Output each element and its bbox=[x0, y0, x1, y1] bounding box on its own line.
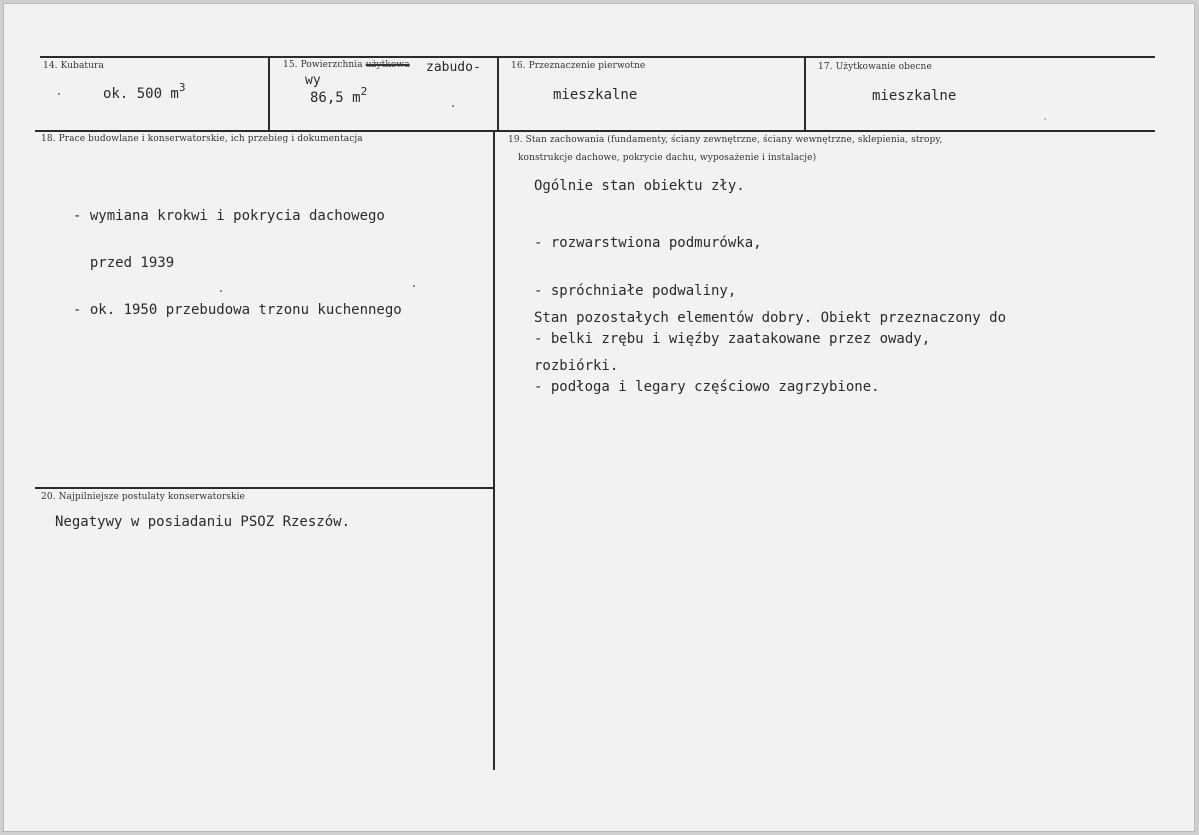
paper-speck bbox=[58, 93, 60, 95]
field-19-item: - rozwarstwiona podmurówka, bbox=[534, 235, 762, 251]
top-rule bbox=[40, 56, 1155, 58]
field-14-unit-exponent: 3 bbox=[178, 81, 186, 94]
field-15-label-typed-cont: wy bbox=[305, 73, 321, 88]
field-20-label: 20. Najpilniejsze postulaty konserwatorskie bbox=[41, 492, 245, 502]
field-14-value bbox=[103, 81, 186, 102]
record-card bbox=[3, 3, 1195, 832]
column-divider bbox=[493, 132, 495, 770]
field-19-item: - podłoga i legary częściowo zagrzybione. bbox=[534, 379, 880, 395]
field-19-summary-line-2: rozbiórki. bbox=[534, 358, 619, 374]
field-15-unit-exponent: 2 bbox=[360, 85, 368, 98]
field-15-label-struck: użytkowa bbox=[365, 60, 410, 70]
field-17-label: 17. Użytkowanie obecne bbox=[818, 62, 932, 72]
field-16-label: 16. Przeznaczenie pierwotne bbox=[511, 61, 646, 71]
field-20-value: Negatywy w posiadaniu PSOZ Rzeszów. bbox=[55, 514, 351, 530]
field-19-item: - belki zrębu i więźby zaatakowane przez owady, bbox=[534, 331, 931, 347]
left-column-divider-rule bbox=[35, 487, 495, 489]
field-18-entries bbox=[73, 176, 402, 350]
field-19-summary bbox=[534, 278, 1006, 406]
field-19-label-line-1: 19. Stan zachowania (fundamenty, ściany zewnętrzne, ściany wewnętrzne, sklepienia, stropy, bbox=[508, 135, 943, 145]
paper-speck bbox=[413, 285, 415, 287]
field-17-value: mieszkalne bbox=[872, 88, 957, 104]
field-18-label: 18. Prace budowlane i konserwatorskie, ich przebieg i dokumentacja bbox=[41, 134, 363, 144]
field-18-line: - wymiana krokwi i pokrycia dachowego bbox=[73, 208, 385, 224]
field-19-item: - spróchniałe podwaliny, bbox=[534, 283, 737, 299]
field-18-line: przed 1939 bbox=[73, 255, 175, 271]
divider-14-15 bbox=[268, 56, 270, 132]
field-15-value-text: 86,5 m bbox=[310, 90, 361, 106]
field-19-label-line-2: konstrukcje dachowe, pokrycie dachu, wyposażenie i instalacje) bbox=[518, 153, 817, 163]
paper-speck bbox=[452, 105, 454, 107]
paper-speck bbox=[1044, 118, 1046, 120]
paper-speck bbox=[220, 290, 222, 292]
field-16-value: mieszkalne bbox=[553, 87, 638, 103]
field-15-label-typed: zabudo- bbox=[426, 60, 481, 75]
field-19-summary-line-1: Stan pozostałych elementów dobry. Obiekt przeznaczony do bbox=[534, 310, 1007, 326]
field-19-intro: Ogólnie stan obiektu zły. bbox=[534, 178, 745, 194]
field-15-value bbox=[310, 85, 368, 106]
field-14-value-text: ok. 500 m bbox=[103, 86, 179, 102]
field-14-label: 14. Kubatura bbox=[43, 61, 104, 71]
field-18-line: - ok. 1950 przebudowa trzonu kuchennego bbox=[73, 302, 402, 318]
divider-15-16 bbox=[497, 56, 499, 132]
divider-16-17 bbox=[804, 56, 806, 132]
field-15-label-text: 15. Powierzchnia bbox=[283, 60, 363, 70]
field-15-label bbox=[283, 60, 410, 70]
middle-rule bbox=[35, 130, 1155, 132]
